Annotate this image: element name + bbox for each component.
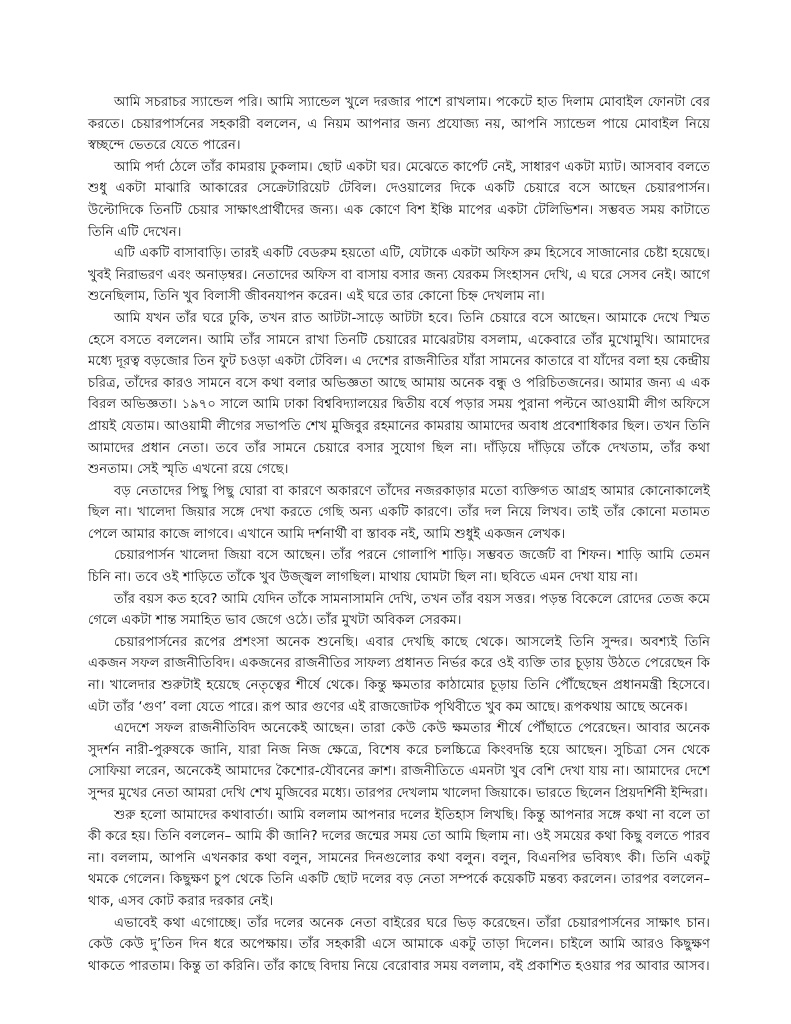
paragraph: আমি পর্দা ঠেলে তাঁর কামরায় ঢুকলাম। ছোট একটা ঘর। মেঝেতে কার্পেট নেই, সাধারণ একটা ম্যাট। আসবাব বলতে শুধু একটা মাঝারি আকারের সেক্রেটারিয়েট টেবিল। দেওয়ালের দিকে একটি চেয়ারে বসে আছেন চেয়ারপার্সন। উল্টোদিকে তিনটি চেয়ার সাক্ষাৎপ্রার্থীদের জন্য। এক কোণে বিশ ইঞ্চি মাপের একটা টেলিভিশন। সম্ভবত সময় কাটাতে তিনি এটি দেখেন। bbox=[88, 159, 710, 240]
paragraph: চেয়ারপার্সনের রূপের প্রশংসা অনেক শুনেছি। এবার দেখছি কাছে থেকে। আসলেই তিনি সুন্দর। অবশ্যই তিনি একজন সফল রাজনীতিবিদ। একজনের রাজনীতির সাফল্য প্রধানত নির্ভর করে ওই ব্যক্তি তার চূড়ায় উঠতে পেরেছেন কি না। খালেদার শুরুটাই হয়েছে নেতৃত্বের শীর্ষে থেকে। কিন্তু ক্ষমতার কাঠামোর চূড়ায় তিনি পৌঁছেছেন প্রধানমন্ত্রী হিসেবে। এটা তাঁর ‘গুণ’ বলা যেতে পারে। রূপ আর গুণের এই রাজজোটক পৃথিবীতে খুব কম আছে। রূপকথায় আছে অনেক। bbox=[88, 634, 710, 715]
paragraph: বড় নেতাদের পিছু পিছু ঘোরা বা কারণে অকারণে তাঁদের নজরকাড়ার মতো ব্যক্তিগত আগ্রহ আমার কোনোকালেই ছিল না। খালেদা জিয়ার সঙ্গে দেখা করতে গেছি অন্য একটি কারণে। তাঁর দল নিয়ে লিখব। তাই তাঁর কোনো মতামত পেলে আমার কাজে লাগবে। এখানে আমি দর্শনার্থী বা স্তাবক নই, আমি শুধুই একজন লেখক। bbox=[88, 483, 710, 542]
paragraph: এদেশে সফল রাজনীতিবিদ অনেকেই আছেন। তারা কেউ কেউ ক্ষমতার শীর্ষে পৌঁছাতে পেরেছেন। আবার অনেক সুদর্শন নারী-পুরুষকে জানি, যারা নিজ নিজ ক্ষেত্রে, বিশেষ করে চলচ্চিত্রে কিংবদন্তি হয়ে আছেন। সুচিত্রা সেন থেকে সোফিয়া লরেন, অনেকেই আমাদের কৈশোর-যৌবনের ক্রাশ। রাজনীতিতে এমনটা খুব বেশি দেখা যায় না। আমাদের দেশে সুন্দর মুখের নেতা আমরা দেখি শেখ মুজিবের মধ্যে। তারপর দেখলাম খালেদা জিয়াকে। ভারতে ছিলেন প্রিয়দর্শিনী ইন্দিরা। bbox=[88, 721, 710, 801]
paragraph: তাঁর বয়স কত হবে? আমি যেদিন তাঁকে সামনাসামনি দেখি, তখন তাঁর বয়স সত্তর। পড়ন্ত বিকেলে রোদের তেজ কমে গেলে একটা শান্ত সমাহিত ভাব জেগে ওঠে। তাঁর মুখটা অবিকল সেরকম। bbox=[88, 591, 710, 629]
paragraph: শুরু হলো আমাদের কথাবার্তা। আমি বললাম আপনার দলের ইতিহাস লিখছি। কিন্তু আপনার সঙ্গে কথা না বলে তা কী করে হয়। তিনি বললেন– আমি কী জানি? দলের জন্মের সময় তো আমি ছিলাম না। ওই সময়ের কথা কিছু বলতে পারব না। বললাম, আপনি এখনকার কথা বলুন, সামনের দিনগুলোর কথা বলুন। বলুন, বিএনপির ভবিষ্যৎ কী। তিনি একটু থমকে গেলেন। কিছুক্ষণ চুপ থেকে তিনি একটি ছোট দলের বড় নেতা সম্পর্কে কয়েকটি মন্তব্য করলেন। তারপর বললেন– থাক, এসব কোট করার দরকার নেই। bbox=[88, 807, 710, 909]
paragraph: আমি সচরাচর স্যান্ডেল পরি। আমি স্যান্ডেল খুলে দরজার পাশে রাখলাম। পকেটে হাত দিলাম মোবাইল ফোনটা বের করতে। চেয়ারপার্সনের সহকারী বললেন, এ নিয়ম আপনার জন্য প্রযোজ্য নয়, আপনি স্যান্ডেল পায়ে মোবাইল নিয়ে স্বচ্ছন্দে ভেতরে যেতে পারেন। bbox=[88, 95, 710, 154]
paragraph: আমি যখন তাঁর ঘরে ঢুকি, তখন রাত আটটা-সাড়ে আটটা হবে। তিনি চেয়ারে বসে আছেন। আমাকে দেখে স্মিত হেসে বসতে বললেন। আমি তাঁর সামনে রাখা তিনটি চেয়ারের মাঝেরটায় বসলাম, একেবারে তাঁর মুখোমুখি। আমাদের মধ্যে দূরত্ব বড়জোর তিন ফুট চওড়া একটা টেবিল। এ দেশের রাজনীতির যাঁরা সামনের কাতারে বা যাঁদের বলা হয় কেন্দ্রীয় চরিত্র, তাঁদের কারও সামনে বসে কথা বলার অভিজ্ঞতা আছে আমায় অনেক বন্ধু ও পরিচিতজনের। আমার জন্য এ এক বিরল অভিজ্ঞতা। ১৯৭০ সালে আমি ঢাকা বিশ্ববিদ্যালয়ের দ্বিতীয় বর্ষে পড়ার সময় পুরানা পল্টনে আওয়ামী লীগ অফিসে প্রায়ই যেতাম। আওয়ামী লীগের সভাপতি শেখ মুজিবুর রহমানের কামরায় আমাদের অবাধ প্রবেশাধিকার ছিল। তখন তিনি আমাদের প্রধান নেতা। তবে তাঁর সামনে চেয়ারে বসার সুযোগ ছিল না। দাঁড়িয়ে দাঁড়িয়ে তাঁকে দেখতাম, তাঁর কথা শুনতাম। সেই স্মৃতি এখনো রয়ে গেছে। bbox=[88, 310, 710, 478]
paragraph: চেয়ারপার্সন খালেদা জিয়া বসে আছেন। তাঁর পরনে গোলাপি শাড়ি। সম্ভবত জর্জেট বা শিফন। শাড়ি আমি তেমন চিনি না। তবে ওই শাড়িতে তাঁকে খুব উজ্জ্বল লাগছিল। মাথায় ঘোমটা ছিল না। ছবিতে এমন দেখা যায় না। bbox=[88, 548, 710, 586]
paragraph: এভাবেই কথা এগোচ্ছে। তাঁর দলের অনেক নেতা বাইরের ঘরে ভিড় করেছেন। তাঁরা চেয়ারপার্সনের সাক্ষাৎ চান। কেউ কেউ দু’তিন দিন ধরে অপেক্ষায়। তাঁর সহকারী এসে আমাকে একটু তাড়া দিলেন। চাইলে আমি আরও কিছুক্ষণ থাকতে পারতাম। কিন্তু তা করিনি। তাঁর কাছে বিদায় নিয়ে বেরোবার সময় বললাম, বই প্রকাশিত হওয়ার পর আবার আসব। bbox=[88, 915, 710, 974]
body-text bbox=[88, 92, 710, 977]
paragraph: এটি একটি বাসাবাড়ি। তারই একটি বেডরুম হয়তো এটি, যেটাকে একটা অফিস রুম হিসেবে সাজানোর চেষ্টা হয়েছে। খুবই নিরাভরণ এবং অনাড়ম্বর। নেতাদের অফিস বা বাসায় বসার জন্য যেরকম সিংহাসন দেখি, এ ঘরে সেসব নেই। আগে শুনেছিলাম, তিনি খুব বিলাসী জীবনযাপন করেন। এই ঘরে তার কোনো চিহ্ন দেখলাম না। bbox=[88, 246, 710, 305]
